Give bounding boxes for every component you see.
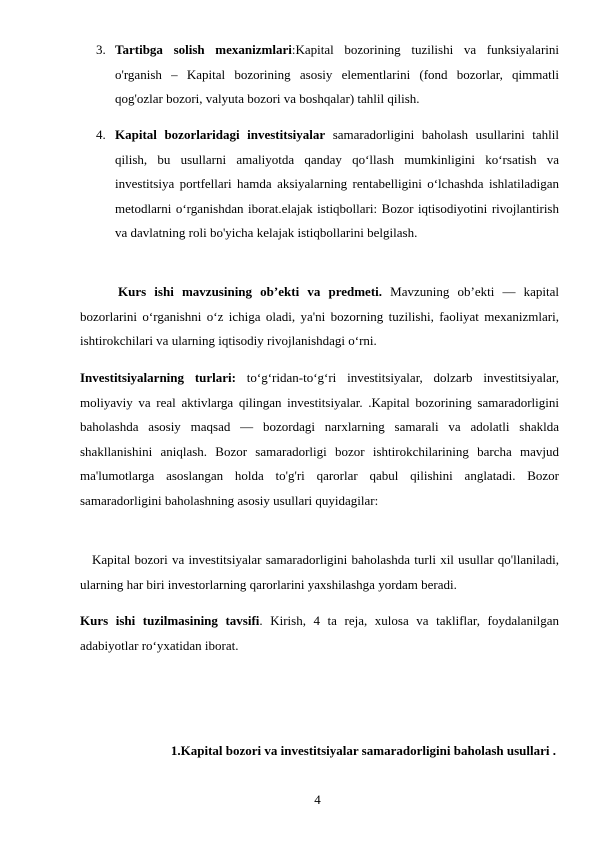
object-text: Mavzuning ob’ekti — kapital bozorlarini o‘rganishni o‘z ichiga oladi, ya'ni bozorning tuzilishi, faoliyat mexanizmlari, ishtirokchilari va ularning iqtisodiy rivojlanishdagi o‘rni. — [80, 284, 559, 348]
object-paragraph — [80, 280, 559, 354]
page-number: 4 — [314, 792, 321, 807]
list-number: 3. — [96, 42, 106, 57]
section-heading: 1.Kapital bozori va investitsiyalar samaradorligini baholash usullari . — [170, 743, 556, 758]
investment-types-paragraph — [80, 366, 559, 513]
list-term: Tartibga solish mexanizmlari — [115, 42, 292, 57]
object-term: Kurs ishi mavzusining ob’ekti va predmeti. — [118, 284, 383, 299]
list-term: Kapital bozorlaridagi investitsiyalar — [115, 127, 326, 142]
list-number: 4. — [96, 127, 106, 142]
list-item — [97, 38, 559, 112]
types-text: to‘g‘ridan-to‘g‘ri investitsiyalar, dolzarb investitsiyalar, moliyaviy va real aktivlarga qilingan investitsiyalar. .Kapital bozorining samaradorligini baholashda asosiy maqsad — bozordagi narxlarning samarali va adolatli shaklda shakllanishini aniqlash. Bozor samaradorligi bozor ishtirokchilarining barcha mavjud ma'lumotlarga asoslangan holda to'g'ri qarorlar qabul qilishini anglatadi. Bozor samaradorligini baholashning asosiy usullari quyidagilar: — [80, 370, 559, 508]
methods-text: Kapital bozori va investitsiyalar samaradorligini baholashda turli xil usullar qo'llaniladi, ularning har biri investorlarning qarorlarini yaxshilashga yordam beradi. — [80, 552, 559, 592]
list-text: samaradorligini baholash usullarini tahlil qilish, bu usullarni amaliyotda qanday qo‘llash mumkinligini ko‘rsatish va investitsiya portfellari hamda aksiyalarning rentabelligini o‘lchashda ishlatiladigan metodlarni o‘rganishdan iborat.elajak istiqbollari: Bozor iqtisodiyotini rivojlantirish va davlatning roli bo'yicha kelajak istiqbollarini belgilash. — [115, 127, 559, 240]
structure-paragraph — [80, 609, 559, 658]
structure-term: Kurs ishi tuzilmasining tavsifi — [80, 613, 260, 628]
methods-paragraph — [80, 548, 559, 597]
structure-text: . Kirish, 4 ta reja, xulosa va takliflar, foydalanilgan adabiyotlar ro‘yxatidan iborat. — [80, 613, 559, 653]
types-term: Investitsiyalarning turlari: — [80, 370, 236, 385]
list-item — [97, 123, 559, 246]
list-text: :Kapital bozorining tuzilishi va funksiyalarini o'rganish – Kapital bozorining asosiy elementlarini (fond bozorlar, qimmatli qog'ozlar bozori, valyuta bozori va boshqalar) tahlil qilish. — [115, 42, 559, 106]
